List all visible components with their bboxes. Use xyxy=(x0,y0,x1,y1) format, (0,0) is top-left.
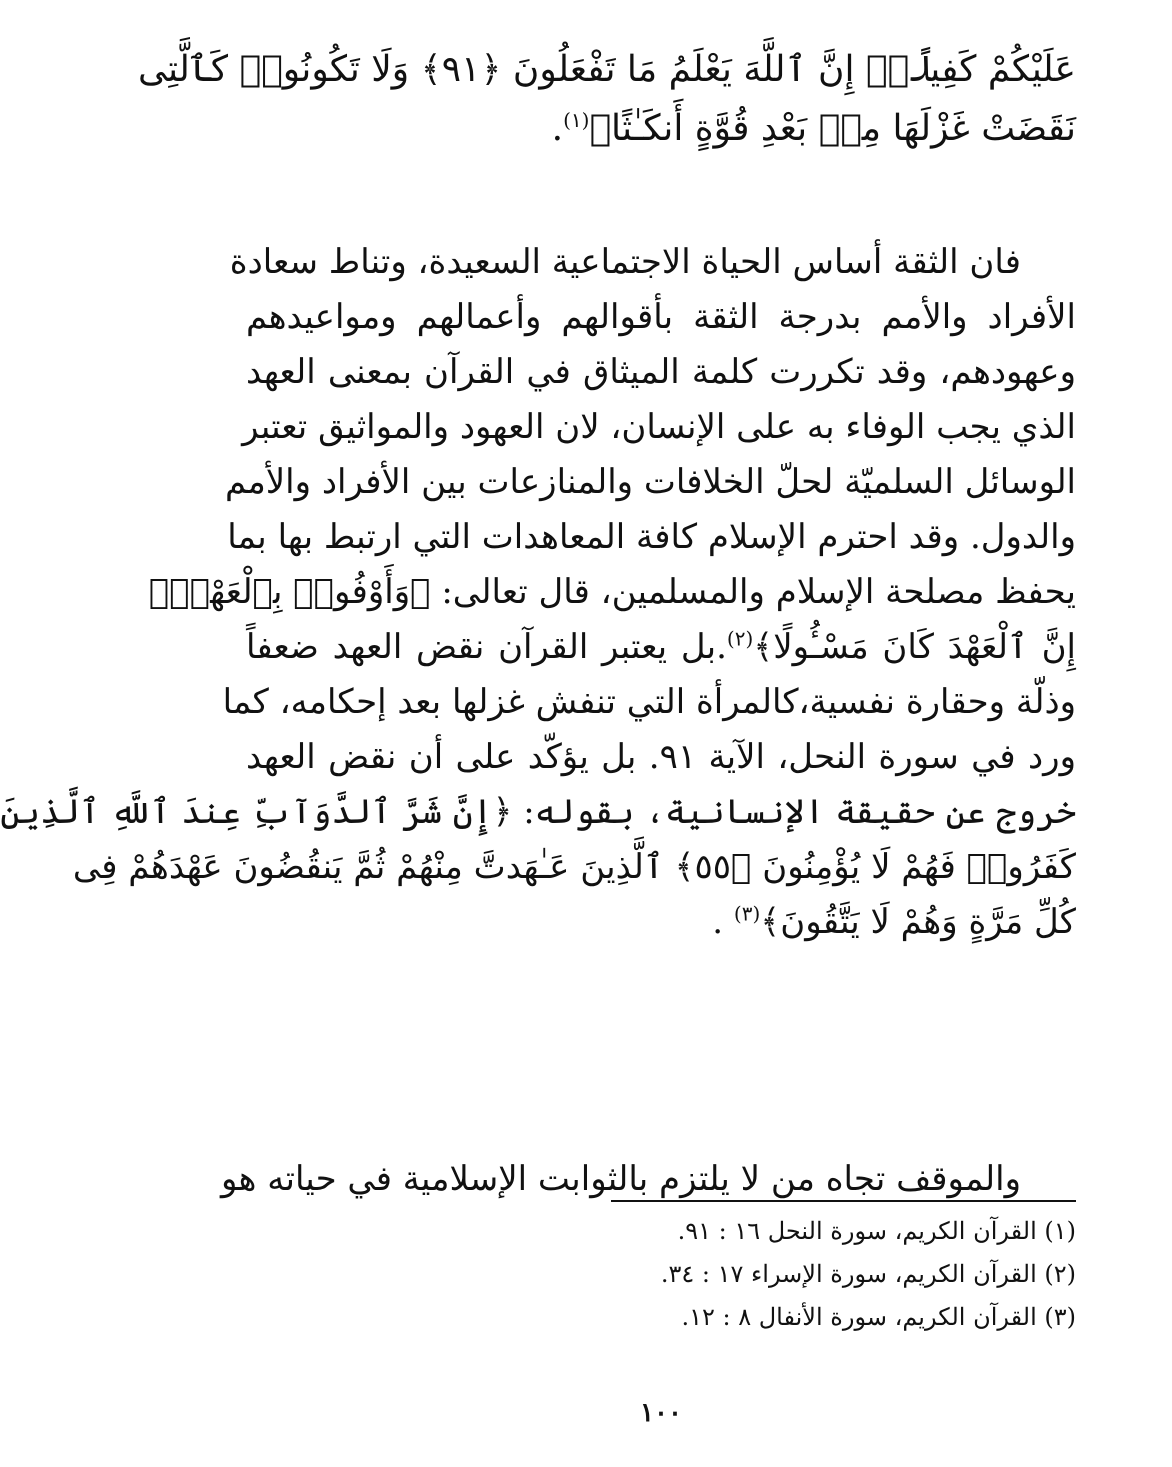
footnote: (٣) القرآن الكريم، سورة الأنفال ٨ : ١٢. xyxy=(681,1303,1076,1331)
text-line: فان الثقة أساس الحياة الاجتماعية السعيدة، وتناط سعادة xyxy=(229,242,1021,282)
body-paragraph xyxy=(0,235,1076,950)
quran-verse-text: عَلَيْكُمْ كَفِيلًاۚ إِنَّ ٱللَّهَ يَعْلَمُ مَا تَفْعَلُونَ ﴿٩١﴾ وَلَا تَكُونُوا۟ كَٱلَّتِى xyxy=(137,49,1076,90)
footnote-marker: (٢) xyxy=(726,626,754,651)
text-line: الأفراد والأمم بدرجة الثقة بأقوالهم وأعمالهم ومواعيدهم xyxy=(246,297,1076,337)
text-line xyxy=(246,895,1076,950)
page-number: ١٠٠ xyxy=(640,1398,682,1428)
body-paragraph xyxy=(220,1152,1076,1207)
text-line: وذلّة وحقارة نفسية،كالمرأة التي تنفش غزلها بعد إحكامه، كما xyxy=(222,682,1076,722)
footnotes xyxy=(246,1210,1076,1339)
text-line: والموقف تجاه من لا يلتزم بالثوابت الإسلامية في حياته هو xyxy=(220,1159,1021,1199)
quran-verse-text: نَقَضَتْ غَزْلَهَا مِنۢ بَعْدِ قُوَّةٍ أَنكَـٰثًا﴾ xyxy=(589,108,1076,149)
text-line: كَفَرُوا۟ فَهُمْ لَا يُؤْمِنُونَ ﴿٥٥﴾ ٱلَّذِينَ عَـٰهَدتَّ مِنْهُمْ ثُمَّ يَنقُضُونَ عَهْدَهُمْ فِى xyxy=(72,847,1076,887)
footnote-marker: (٣) xyxy=(733,901,761,926)
text-line: وعهودهم، وقد تكررت كلمة الميثاق في القرآن بمعنى العهد xyxy=(246,352,1076,392)
text-line: الوسائل السلميّة لحلّ الخلافات والمنازعات بين الأفراد والأمم xyxy=(224,462,1076,502)
book-page xyxy=(0,40,1076,1440)
footnote-separator xyxy=(611,1200,1076,1202)
quran-verse-line xyxy=(137,40,1076,99)
punctuation: . xyxy=(712,902,734,942)
text-line: خروج عن حقيقة الإنسانية، بقوله: ﴿إِنَّ شَرَّ ٱلدَّوَآبِّ عِندَ ٱللَّهِ ٱلَّذِينَ xyxy=(0,792,1076,832)
punctuation: . xyxy=(551,108,564,149)
quran-verse-block xyxy=(137,40,1076,158)
text-line: يحفظ مصلحة الإسلام والمسلمين، قال تعالى: ﴿وَأَوْفُوا۟ بِٱلْعَهْدِۖ xyxy=(148,572,1076,612)
quran-verse-line xyxy=(246,99,1076,158)
text-line: ورد في سورة النحل، الآية ٩١. بل يؤكّد على أن نقض العهد xyxy=(246,737,1076,777)
text-line xyxy=(246,620,1076,675)
footnote: (١) القرآن الكريم، سورة النحل ١٦ : ٩١. xyxy=(677,1217,1076,1245)
footnote: (٢) القرآن الكريم، سورة الإسراء ١٧ : ٣٤. xyxy=(660,1260,1076,1288)
quran-verse-text: كُلِّ مَرَّةٍ وَهُمْ لَا يَتَّقُونَ﴾ xyxy=(760,902,1076,942)
text-line: والدول. وقد احترم الإسلام كافة المعاهدات التي ارتبط بها بما xyxy=(227,517,1076,557)
text-line: الذي يجب الوفاء به على الإنسان، لان العهود والمواثيق تعتبر xyxy=(242,407,1076,447)
footnote-marker: (١) xyxy=(563,108,590,132)
quran-verse-text: إِنَّ ٱلْعَهْدَ كَانَ مَسْـُٔولًا﴾ xyxy=(753,627,1076,667)
text-fragment: .بل يعتبر القرآن نقض العهد ضعفاً xyxy=(246,627,727,667)
